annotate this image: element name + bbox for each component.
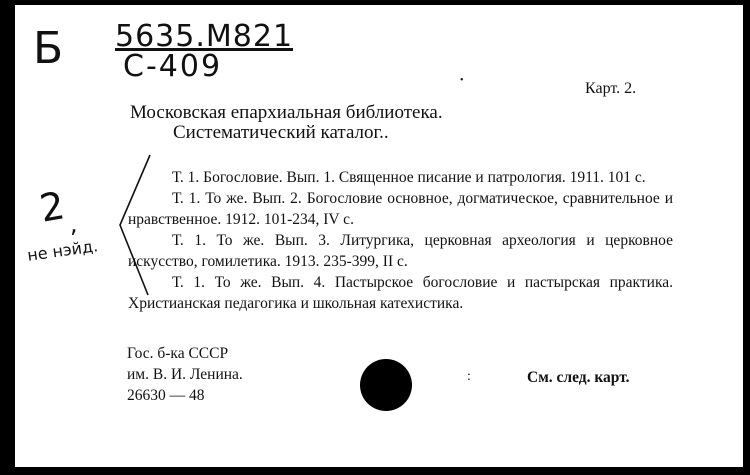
separator-mark: :: [467, 369, 471, 384]
shelfmark-letter: Б: [33, 23, 64, 74]
entry-item: Т. 1. То же. Вып. 3. Литургика, церковная археология и церковное искусство, гомилетика. 1913. 235-399, II с.: [128, 232, 673, 270]
entries-list: [128, 167, 673, 314]
entry-item: Т. 1. Богословие. Вып. 1. Священное писание и патрология. 1911. 101 с.: [172, 169, 646, 186]
entry-item: Т. 1. То же. Вып. 4. Пастырское богословие и пастырская практика. Христианская педагогика и школьная катехистика.: [128, 274, 673, 312]
shelfmark-line-1: 5635.M821: [115, 19, 294, 54]
handwritten-note: не нэйд.: [26, 236, 100, 265]
library-code: 26630 — 48: [127, 387, 205, 404]
punch-hole: [360, 359, 412, 411]
shelfmark-line-2: С-409: [123, 49, 223, 84]
see-next-card: См. след. карт.: [527, 369, 630, 386]
catalog-subtitle: Систематический каталог..: [173, 122, 389, 143]
ink-dot: •: [460, 75, 464, 86]
handwritten-number: 2: [36, 183, 68, 231]
library-name: Гос. б-ка СССР: [127, 345, 229, 362]
catalog-card: [15, 5, 743, 467]
card-number: Карт. 2.: [585, 80, 637, 97]
catalog-title: Московская епархиальная библиотека.: [130, 102, 443, 123]
library-stamp: [127, 343, 243, 406]
library-dedication: им. В. И. Ленина.: [127, 366, 243, 383]
entry-item: Т. 1. То же. Вып. 2. Богословие основное, догматическое, сравнительное и нравственное. 1912. 101-234, IV с.: [128, 190, 673, 228]
handwritten-comma: ,: [70, 210, 78, 238]
